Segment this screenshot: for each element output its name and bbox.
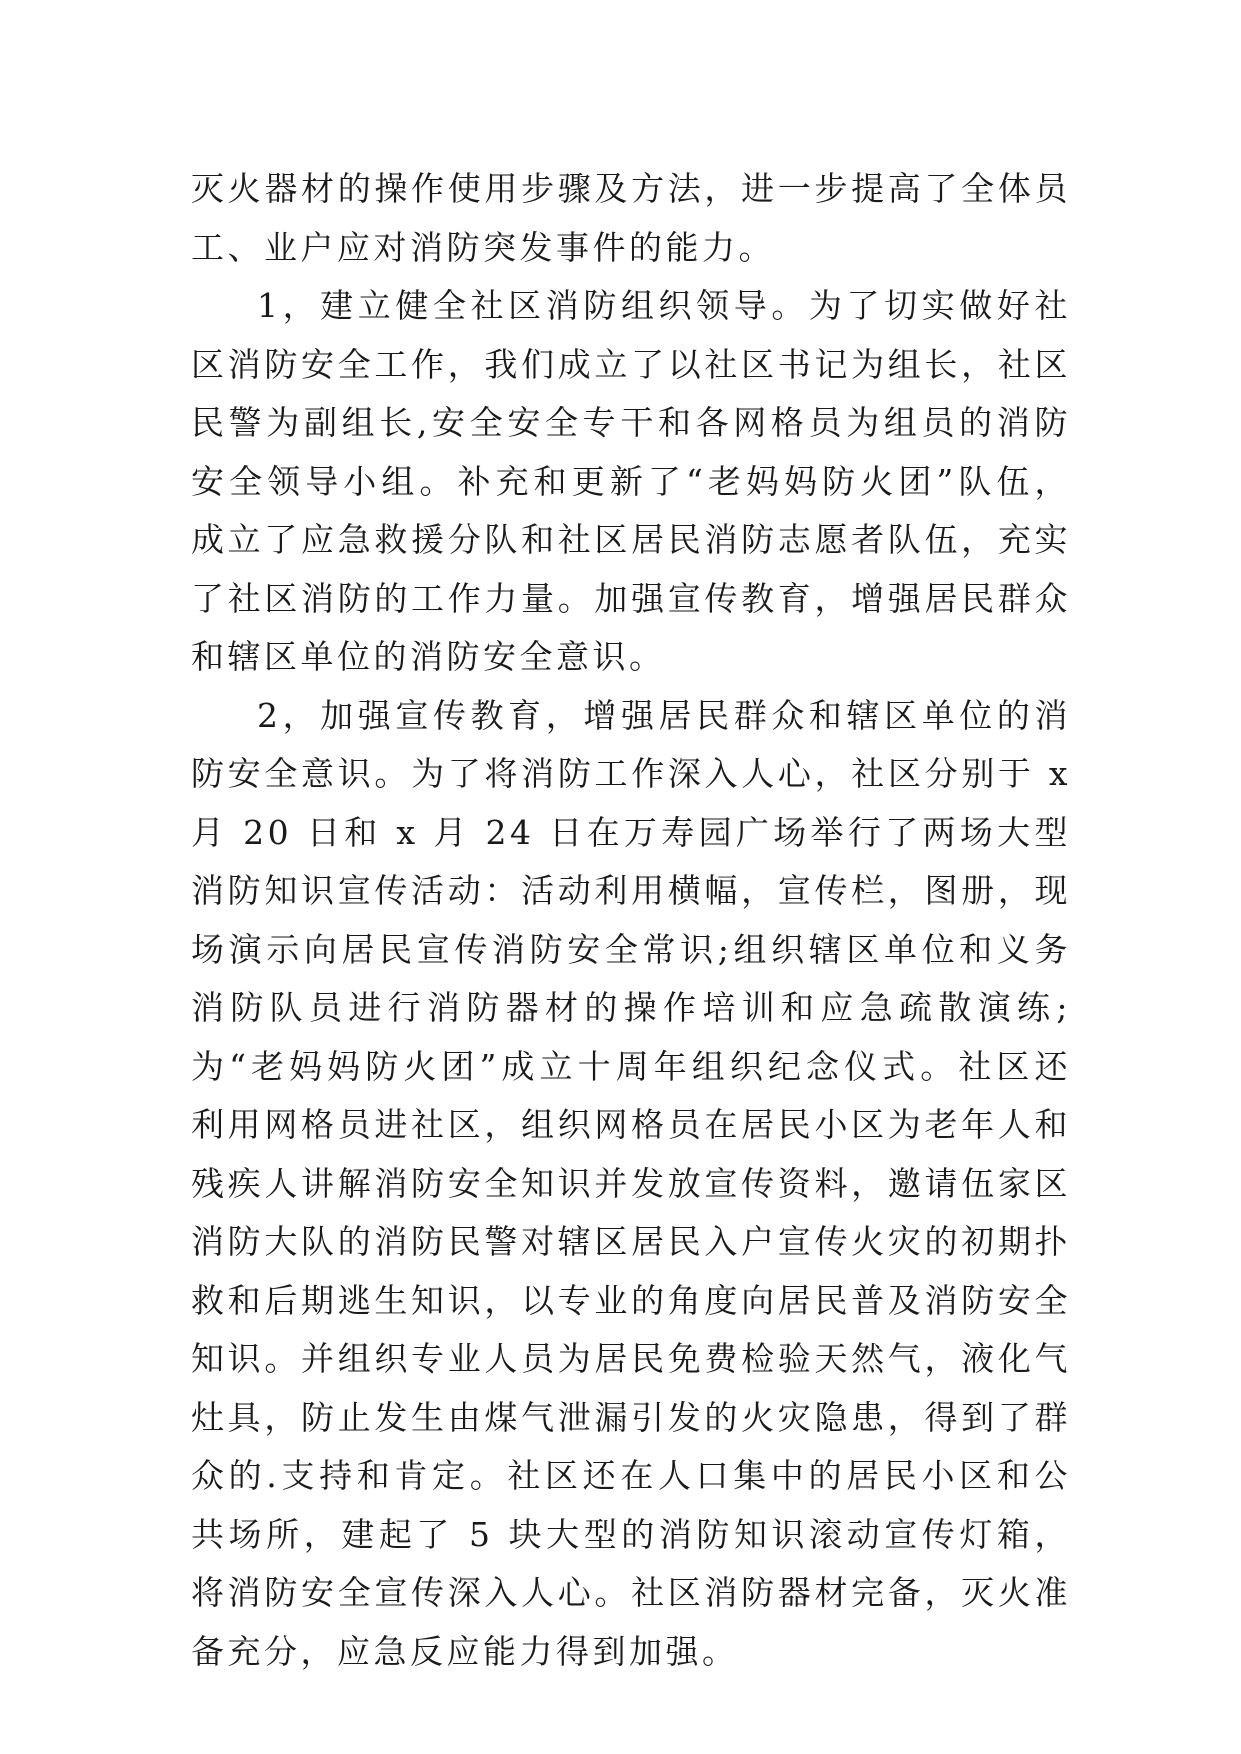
paragraph-fire-organization: 1，建立健全社区消防组织领导。为了切实做好社区消防安全工作，我们成立了以社区书记为组长，社区民警为副组长,安全安全专干和各网格员为组员的消防安全领导小组。补充和更新了“老妈妈防火团”队伍，成立了应急救援分队和社区居民消防志愿者队伍，充实了社区消防的工作力量。加强宣传教育，增强居民群众和辖区单位的消防安全意识。 <box>191 286 1071 676</box>
document-body <box>191 160 1071 1681</box>
paragraph-continuation: 灭火器材的操作使用步骤及方法，进一步提高了全体员工、业户应对消防突发事件的能力。 <box>191 169 1071 267</box>
paragraph-publicity-education: 2，加强宣传教育，增强居民群众和辖区单位的消防安全意识。为了将消防工作深入人心，社区分别于 x 月 20 日和 x 月 24 日在万寿园广场举行了两场大型消防知识宣传活动：活动利用横幅，宣传栏，图册，现场演示向居民宣传消防安全常识;组织辖区单位和义务消防队员进行消防器材的操作培训和应急疏散演练;为“老妈妈防火团”成立十周年组织纪念仪式。社区还利用网格员进社区，组织网格员在居民小区为老年人和残疾人讲解消防安全知识并发放宣传资料，邀请伍家区消防大队的消防民警对辖区居民入户宣传火灾的初期扑救和后期逃生知识，以专业的角度向居民普及消防安全知识。并组织专业人员为居民免费检验天然气，液化气灶具，防止发生由煤气泄漏引发的火灾隐患，得到了群众的.支持和肯定。社区还在人口集中的居民小区和公共场所，建起了 5 块大型的消防知识滚动宣传灯箱，将消防安全宣传深入人心。社区消防器材完备，灭火准备充分，应急反应能力得到加强。 <box>191 695 1071 1671</box>
